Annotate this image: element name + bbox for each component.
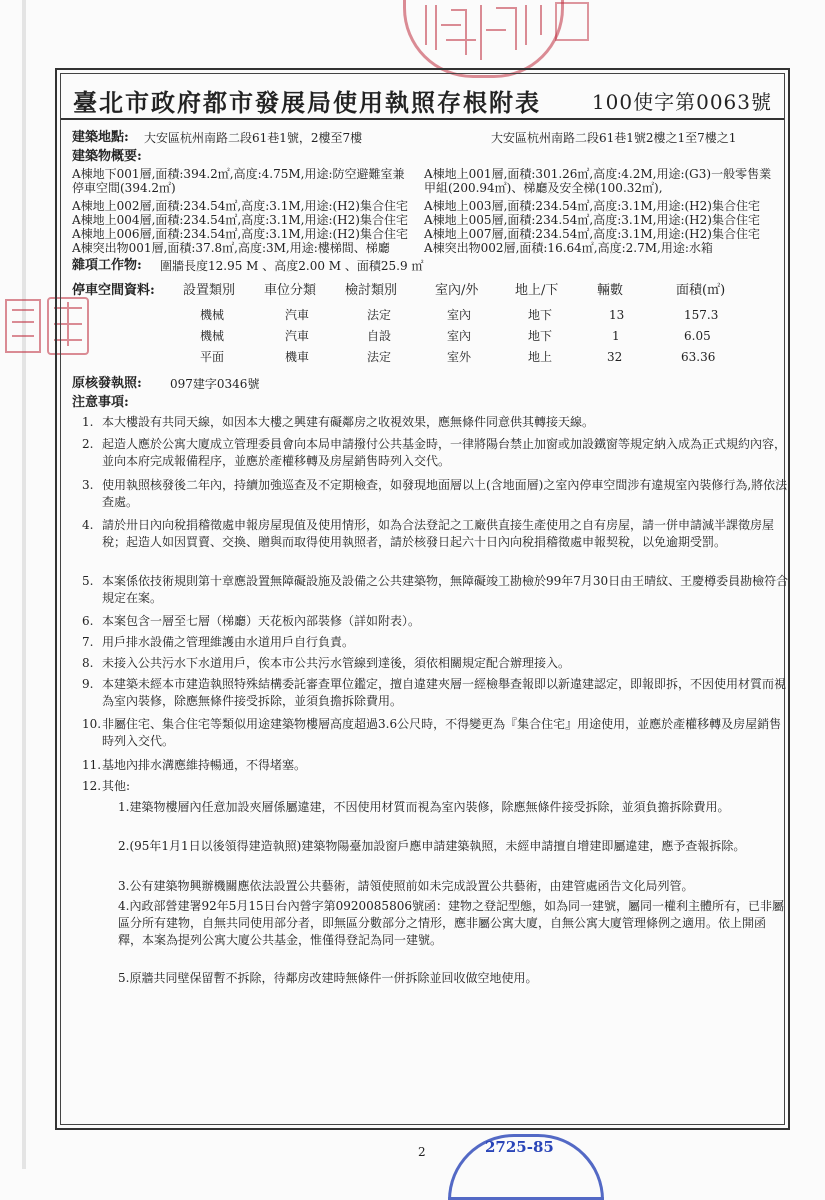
note-text: 本案係依技術規則第十章應設置無障礙設施及設備之公共建築物，無障礙竣工勘檢於99年7月30日由王晴紋、王慶樽委員勘檢符合規定在案。 <box>102 574 789 605</box>
note-item <box>82 517 792 551</box>
note-number: 9. <box>82 677 94 691</box>
sub-note: 1.建築物樓層內任意加設夾層係屬違建，不因使用材質而視為室內裝修，除應無條件接受拆除，並須負擔拆除費用。 <box>118 800 730 814</box>
overview-left-line: A棟突出物001層,面積:37.8㎡,高度:3M,用途:樓梯間、梯廳 <box>72 241 390 255</box>
overview-left-line: A棟地下001層,面積:394.2㎡,高度:4.75M,用途:防空避難室兼 <box>72 167 405 181</box>
misc-value: 圍牆長度12.95 M 、高度2.00 M 、面積25.9 ㎡ <box>160 259 424 273</box>
site-label: 建築地點: <box>72 130 129 145</box>
site-address-alt: 大安區杭州南路二段61巷1號2樓之1至7樓之1 <box>491 131 737 145</box>
red-seal-stamp-top <box>403 0 564 78</box>
parking-cell: 平面 <box>200 350 225 364</box>
parking-cell: 法定 <box>367 308 392 322</box>
parking-cell: 1 <box>612 329 620 343</box>
overview-right-line: A棟地上003層,面積:234.54㎡,高度:3.1M,用途:(H2)集合住宅 <box>424 199 760 213</box>
note-number: 5. <box>82 574 94 588</box>
note-number: 11. <box>82 758 102 772</box>
sub-note: 5.原牆共同壁保留暫不拆除，待鄰房改建時無條件一併拆除並回收做空地使用。 <box>118 971 538 985</box>
note-number: 4. <box>82 518 94 532</box>
note-item <box>82 778 792 795</box>
parking-cell: 汽車 <box>285 329 310 343</box>
note-text: 基地內排水溝應維持暢通，不得堵塞。 <box>102 758 307 772</box>
note-text: 本建築未經本市建造執照特殊結構委託審查單位鑑定，擅自違建夾層一經檢舉查報即以新違建認定，即報即拆，不因使用材質而視為室內裝修，除應無條件接受拆除，並須負擔拆除費用。 <box>102 677 787 708</box>
parking-header-cell: 面積(㎡) <box>676 283 726 298</box>
note-number: 10. <box>82 717 102 731</box>
note-number: 6. <box>82 614 94 628</box>
note-item <box>82 716 792 750</box>
original-permit-value: 097建字0346號 <box>170 377 260 391</box>
note-number: 2. <box>82 437 94 451</box>
parking-header-cell: 檢討類別 <box>345 283 398 298</box>
overview-right-line: A棟地上007層,面積:234.54㎡,高度:3.1M,用途:(H2)集合住宅 <box>424 227 760 241</box>
overview-right-line: A棟地上005層,面積:234.54㎡,高度:3.1M,用途:(H2)集合住宅 <box>424 213 760 227</box>
parking-cell: 機車 <box>285 350 310 364</box>
note-number: 12. <box>82 779 102 793</box>
parking-cell: 汽車 <box>285 308 310 322</box>
red-seal-pattern <box>406 0 561 75</box>
misc-label: 雜項工作物: <box>72 258 142 273</box>
sub-note: 2.(95年1月1日以後領得建造執照)建築物陽臺加設窗戶應申請建築執照，未經申請擅自增建即屬違建，應予查報拆除。 <box>118 839 746 853</box>
parking-cell: 法定 <box>367 350 392 364</box>
note-text: 用戶排水設備之管理維護由水道用戶自行負責。 <box>102 635 355 649</box>
overview-label: 建築物概要: <box>72 149 142 164</box>
page-title: 臺北市政府都市發展局使用執照存根附表 <box>73 88 541 117</box>
note-number: 7. <box>82 635 94 649</box>
parking-cell: 157.3 <box>684 308 719 322</box>
note-text: 未接入公共污水下水道用戶，俟本市公共污水管線到達後，須依相關規定配合辦理接入。 <box>102 656 571 670</box>
note-text: 其他: <box>102 779 131 793</box>
parking-cell: 6.05 <box>684 329 711 343</box>
red-seal-stamp-small <box>555 2 589 41</box>
parking-cell: 32 <box>607 350 623 364</box>
title-bar <box>61 74 784 120</box>
parking-cell: 室內 <box>447 329 472 343</box>
parking-header-cell: 車位分類 <box>264 283 317 298</box>
parking-cell: 地下 <box>528 329 553 343</box>
overview-right-line: A棟地上001層,面積:301.26㎡,高度:4.2M,用途:(G3)一般零售業 <box>424 167 772 181</box>
sub-note: 3.公有建築物興辦機關應依法設置公共藝術，請領使照前如未完成設置公共藝術，由建管處函告文化局列管。 <box>118 879 694 893</box>
blue-seal-number: 2725-85 <box>485 1138 554 1156</box>
note-text: 本大樓設有共同天線，如因本大樓之興建有礙鄰房之收視效果，應無條件同意供其轉接天線。 <box>102 415 595 429</box>
note-text: 起造人應於公寓大廈成立管理委員會向本局申請撥付公共基金時，一律將陽台禁止加窗或加設鐵窗等規定納入成為正式規約內容，並向本府完成報備程序，並應於產權移轉及房屋銷售時列入交代。 <box>102 437 787 468</box>
parking-cell: 機械 <box>200 308 225 322</box>
overview-right-line: 甲組(200.94㎡)、梯廳及安全梯(100.32㎡), <box>424 181 663 195</box>
parking-cell: 13 <box>609 308 625 322</box>
note-item <box>82 634 792 651</box>
overview-left-line: A棟地上006層,面積:234.54㎡,高度:3.1M,用途:(H2)集合住宅 <box>72 227 408 241</box>
parking-header-cell: 室內/外 <box>435 283 479 298</box>
overview-left-line: A棟地上002層,面積:234.54㎡,高度:3.1M,用途:(H2)集合住宅 <box>72 199 408 213</box>
note-text: 請於卅日內向稅捐稽徵處申報房屋現值及使用情形，如為合法登記之工廠供直接生產使用之自有房屋，請一併申請減半課徵房屋稅；起造人如因買賣、交換、贈與而取得使用執照者，請於核發日起六十日內向稅捐稽徵處申報契稅，以免逾期受罰。 <box>102 518 775 549</box>
note-item <box>82 655 792 672</box>
parking-header-cell: 輛數 <box>597 283 624 298</box>
site-address: 大安區杭州南路二段61巷1號，2樓至7樓 <box>144 131 363 145</box>
note-number: 1. <box>82 415 94 429</box>
parking-label: 停車空間資料: <box>72 283 155 298</box>
note-item <box>82 757 792 774</box>
sub-note: 4.內政部營建署92年5月15日台內營字第0920085806號函：建物之登記型態，如為同一建號，屬同一權利主體所有，已非屬區分所有建物，自無共同使用部分者，即無區分數部分之情形，應非屬公寓大廈，自無公寓大廈管理條例之適用。依上開函釋，本案為提列公寓大廈公共基金，惟僅得登記為同一建號。 <box>118 899 784 947</box>
note-text: 非屬住宅、集合住宅等類似用途建築物樓層高度超過3.6公尺時，不得變更為『集合住宅』用途使用，並應於產權移轉及房屋銷售時列入交代。 <box>102 717 782 748</box>
overview-left-line: A棟地上004層,面積:234.54㎡,高度:3.1M,用途:(H2)集合住宅 <box>72 213 408 227</box>
note-item <box>82 414 792 431</box>
original-permit-label: 原核發執照: <box>72 376 142 391</box>
parking-header-cell: 設置類別 <box>183 283 236 298</box>
note-text: 本案包含一層至七層（梯廳）天花板內部裝修（詳如附表）。 <box>102 614 421 628</box>
parking-cell: 機械 <box>200 329 225 343</box>
parking-header-cell: 地上/下 <box>515 283 559 298</box>
note-item <box>82 436 792 470</box>
page-binding-edge <box>22 0 26 1169</box>
parking-cell: 自設 <box>367 329 392 343</box>
note-number: 8. <box>82 656 94 670</box>
note-item <box>82 573 792 607</box>
notes-label: 注意事項: <box>72 395 129 410</box>
permit-number: 100使字第0063號 <box>591 90 772 114</box>
overview-right-line: A棟突出物002層,面積:16.64㎡,高度:2.7M,用途:水箱 <box>424 241 713 255</box>
note-item <box>82 676 792 710</box>
note-item <box>82 477 792 511</box>
page-number: 2 <box>418 1145 426 1159</box>
note-item <box>82 613 792 630</box>
parking-cell: 63.36 <box>681 350 716 364</box>
note-text: 使用執照核發後二年內，持續加強巡查及不定期檢查，如發現地面層以上(含地面層)之室內停車空間涉有違規室內裝修行為,將依法查處。 <box>102 478 788 509</box>
overview-left-line: 停車空間(394.2㎡) <box>72 181 176 195</box>
parking-cell: 地下 <box>528 308 553 322</box>
parking-cell: 室外 <box>447 350 472 364</box>
parking-cell: 室內 <box>447 308 472 322</box>
note-number: 3. <box>82 478 94 492</box>
parking-cell: 地上 <box>528 350 553 364</box>
